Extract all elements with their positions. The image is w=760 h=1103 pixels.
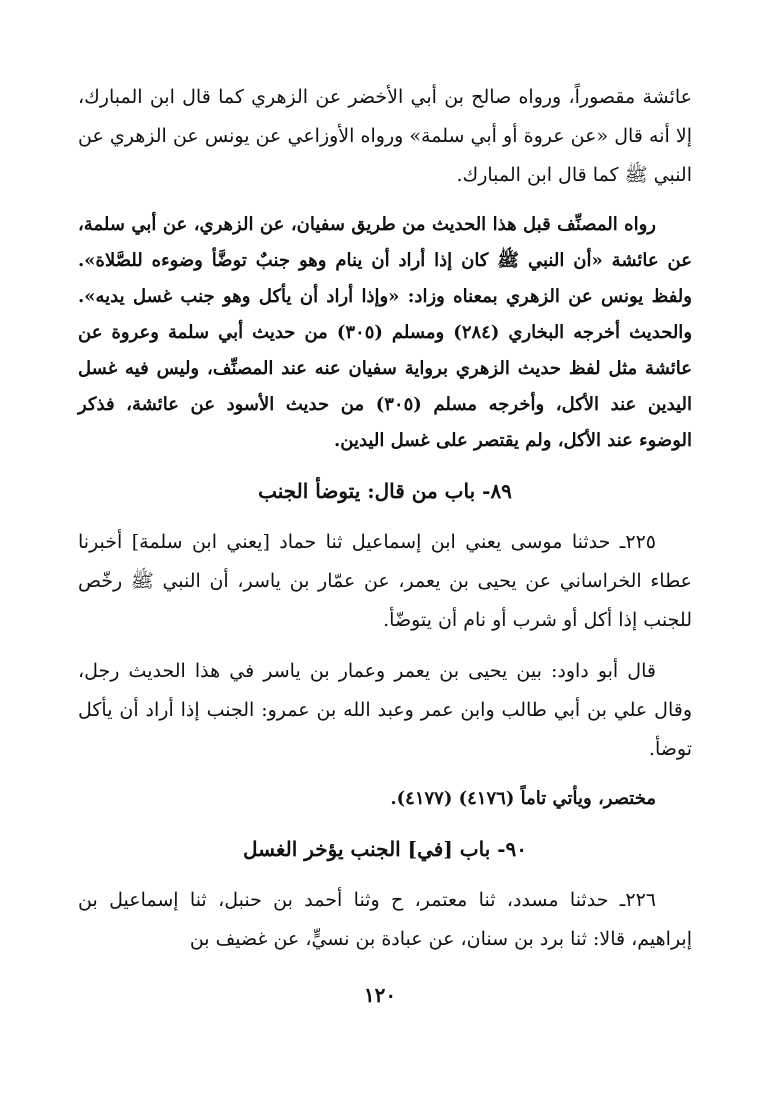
paragraph-continuation: عائشة مقصوراً، ورواه صالح بن أبي الأخضر عن الزهري كما قال ابن المبارك، إلا أنه قال «عن عروة أو أبي سلمة» ورواه الأوزاعي عن يونس عن الزهري عن النبي ﷺ كما قال ابن المبارك. xyxy=(78,86,692,186)
page-number: ١٢٠ xyxy=(363,983,397,1007)
chapter-heading-90: ٩٠- باب [في] الجنب يؤخر الغسل xyxy=(242,837,528,861)
page-text-area xyxy=(78,78,692,959)
paragraph-takhrij-note: مختصر، ويأتي تاماً (٤١٧٦) (٤١٧٧). xyxy=(390,788,656,809)
paragraph-commentary: رواه المصنِّف قبل هذا الحديث من طريق سفيان، عن الزهري، عن أبي سلمة، عن عائشة «أن النبي ﷺ كان إذا أراد أن ينام وهو جنبٌ توضَّأ وضوءه للصَّلاة». ولفظ يونس عن الزهري بمعناه وزاد: «وإذا أراد أن يأكل وهو جنب غسل يديه». والحديث أخرجه البخاري (٢٨٤) ومسلم (٣٠٥) من حديث أبي سلمة وعروة عن عائشة مثل لفظ حديث الزهري برواية سفيان عنه عند المصنِّف، وليس فيه غسل اليدين عند الأكل، وأخرجه مسلم (٣٠٥) من حديث الأسود عن عائشة، فذكر الوضوء عند الأكل، ولم يقتصر على غسل اليدين. xyxy=(78,214,693,451)
paragraph-abu-dawud-note: قال أبو داود: بين يحيى بن يعمر وعمار بن ياسر في هذا الحديث رجل، وقال علي بن أبي طالب وابن عمر وعبد الله بن عمرو: الجنب إذا أراد أن يأكل توضأ. xyxy=(78,660,692,760)
hadith-225: ٢٢٥ـ حدثنا موسى يعني ابن إسماعيل ثنا حماد [يعني ابن سلمة] أخبرنا عطاء الخراساني عن يحيى بن يعمر، عن عمّار بن ياسر، أن النبي ﷺ رخّص للجنب إذا أكل أو شرب أو نام أن يتوضّأ. xyxy=(78,531,692,631)
chapter-heading-89: ٨٩- باب من قال: يتوضأ الجنب xyxy=(258,479,512,503)
hadith-226: ٢٢٦ـ حدثنا مسدد، ثنا معتمر، ح وثنا أحمد بن حنبل، ثنا إسماعيل بن إبراهيم، قالا: ثنا برد بن سنان، عن عبادة بن نسيٍّ، عن غضيف بن xyxy=(78,889,692,950)
